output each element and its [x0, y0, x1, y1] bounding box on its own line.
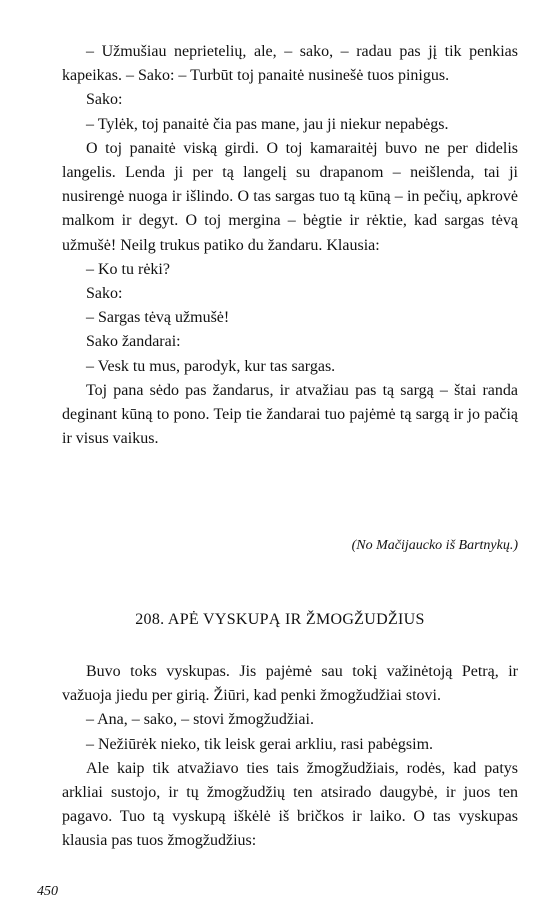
paragraph: Ale kaip tik atvažiavo ties tais žmogžudžiais, rodės, kad patys arkliai sustojo, ir tų žmogžudžių ten atsirado daugybė, ir juos ten pagavo. Tuo tą vyskupą iškėlė iš bričkos ir laiko. O tas vyskupas klausia pas tuos žmogžudžius:	[62, 759, 518, 850]
paragraph: – Nežiūrėk nieko, tik leisk gerai arkliu, rasi pabėgsim.	[86, 735, 434, 753]
source-attribution: (No Mačijaucko iš Bartnykų.)	[351, 538, 518, 553]
page-number: 450	[37, 884, 58, 899]
paragraph: Sako:	[86, 91, 123, 109]
paragraph: – Tylėk, toj panaitė čia pas mane, jau ji niekur nepabėgs.	[86, 115, 449, 133]
paragraph: O toj panaitė viską girdi. O toj kamaraitėj buvo ne per didelis langelis. Lenda ji per tą langelį su drapanom – neišlenda, tai ji nusirengė nuoga ir išlindo. O tas sargas tuo tą kūną – in pečių, apkrovė malkom ir degyt. O toj mergina – bėgtie ir rėktie, kad sargas tėvą užmušė! Neilg trukus patiko du žandaru. Klausia:	[62, 139, 518, 254]
paragraph: Buvo toks vyskupas. Jis pajėmė sau tokį važinėtoją Petrą, ir važuoja jiedu per girią. Žiūri, kad penki žmogžudžiai stovi.	[62, 663, 518, 705]
paragraph: – Užmušiau neprietelių, ale, – sako, – radau pas jį tik penkias kapeikas. – Sako: – Turbūt toj panaitė nusinešė tuos pinigus.	[62, 43, 518, 85]
paragraph: – Ko tu rėki?	[86, 260, 170, 278]
paragraph: Sako:	[86, 285, 123, 303]
story-text-top	[62, 40, 518, 451]
paragraph: – Vesk tu mus, parodyk, kur tas sargas.	[86, 357, 336, 375]
paragraph: – Sargas tėvą užmušė!	[86, 309, 230, 327]
paragraph: Toj pana sėdo pas žandarus, ir atvažiau pas tą sargą – štai randa deginant kūną to pono. Teip tie žandarai tuo pajėmė tą sargą ir jo pačią ir visus vaikus.	[62, 381, 518, 448]
chapter-title: 208. APĖ VYSKUPĄ IR ŽMOGŽUDŽIUS	[135, 611, 425, 628]
story-text-bottom	[62, 660, 518, 854]
paragraph: – Ana, – sako, – stovi žmogžudžiai.	[86, 711, 314, 729]
paragraph: Sako žandarai:	[86, 333, 181, 351]
